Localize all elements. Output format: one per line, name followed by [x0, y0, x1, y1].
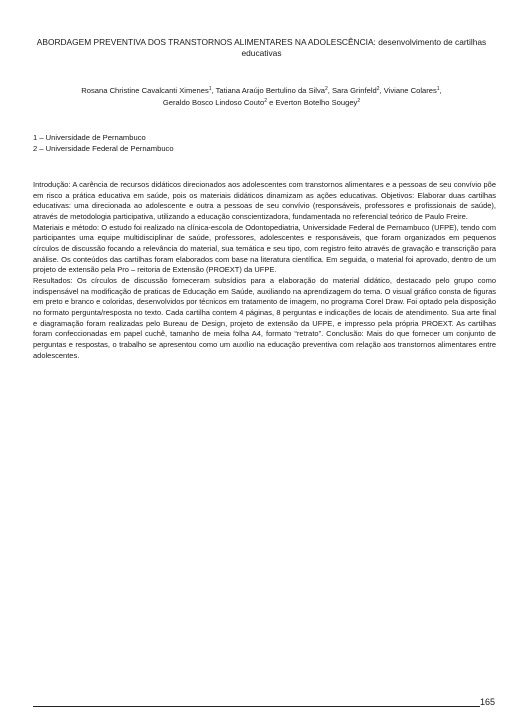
author-affiliation-mark: 2: [324, 86, 328, 92]
author-name: Geraldo Bosco Lindoso Couto: [162, 97, 265, 107]
objectives-text: Elaborar duas cartilhas educativas: uma direcionada ao adolescente e outra a pessoas de seu convívio (responsáveis, professores e profissionais de saúde), através de metodologia participativa, utilizando a educação conscientizadora, fundamentada no referencial teórico de Paulo Freire.: [33, 190, 497, 221]
author-affiliation-mark: 2: [264, 97, 267, 104]
results-text: Os círculos de discussão forneceram subsídios para a elaboração do material didático, destacado pelo grupo como indispensável na modificação de praticas de Educação em Saúde, auxiliando na aprendizagem do tema. O visual gráfico consta de figuras em preto e branco e coloridas, desenvolvidos por técnicos em tratamento de imagem, no programa Corel Draw. Foi optado pela disposição no formato pergunta/resposta no texto. Cada cartilha contem 4 páginas, 8 perguntas e indicações de locais de atendimento. Sua arte final e diagramação foram realizadas pelo Bureau de Design, projeto de extensão da UFPE, e impresso pela própria PROEXT. As cartilhas foram confeccionadas em papel cuchê, tamanho de meia folha A4, formato “retrato”.: [33, 275, 496, 339]
footer-rule: [33, 706, 480, 707]
affiliation-item: 1 – Universidade de Pernambuco: [33, 133, 146, 142]
author-name: Viviane Colares: [383, 86, 437, 95]
author-name: Rosana Christine Cavalcanti Ximenes: [81, 86, 209, 95]
author-name: Tatiana Araújo Bertulino da Silva: [215, 86, 325, 95]
affiliations: [33, 133, 174, 154]
methods-text: O estudo foi realizado na clínica-escola de Odontopediatria, Universidade Federal de Pernambuco (UFPE), tendo com participantes uma equipe multidisciplinar de saúde, professores, adolescentes e responsáveis, que foram organizados em pequenos círculos de discussão focando a relevância do material, sua temática e seu tipo, com registro feito através de gravação e transcrição para análise. Os conteúdos das cartilhas foram elaborados com base na literatura científica. Em seguida, o material foi aprovado, dentro de um projeto de extensão pela Pro – reitoria de Extensão (PROEXT) da UFPE.: [33, 222, 496, 275]
objectives-label: Objetivos:: [380, 190, 415, 200]
author-affiliation-mark: 1: [436, 86, 440, 92]
author-affiliation-mark: 2: [357, 97, 361, 104]
intro-label: Introdução:: [33, 180, 71, 189]
author-affiliation-mark: 2: [376, 86, 380, 92]
author-list: Rosana Christine Cavalcanti Ximenes$^1$, Tatiana Araújo Bertulino da Silva$^2$, Sara Grinfeld$^2$, Viviane Colares$^1$, Geraldo Bosco Lindoso Couto$^2$ e Everton Botelho Sougey$^2$: [81, 86, 442, 107]
conclusion-label: Conclusão:: [326, 329, 364, 339]
results-label: Resultados:: [33, 275, 73, 285]
paper-title: ABORDAGEM PREVENTIVA DOS TRANSTORNOS ALIMENTARES NA ADOLESCÊNCIA: desenvolvimento de cartilhas educativas: [36, 37, 487, 58]
affiliation-item: 2 – Universidade Federal de Pernambuco: [33, 143, 174, 153]
author-affiliation-mark: 1: [208, 86, 212, 92]
conclusion-text: Mais do que fornecer um conjunto de perguntas e respostas, o trabalho se apresentou como um auxílio na educação preventiva com relação aos transtornos alimentares entre adolescentes.: [33, 329, 496, 360]
author-name: Everton Botelho Sougey: [275, 97, 358, 107]
intro-text: A carência de recursos didáticos direcionados aos adolescentes com transtornos alimentares e a pessoas de seu convívio põe em risco a prática educativa em saúde, pois os materiais didáticos dinamizam as ações educativas.: [33, 180, 496, 200]
author-name: Sara Grinfeld: [331, 86, 377, 95]
page-number: 165: [480, 697, 496, 707]
methods-label: Materiais e método:: [33, 222, 100, 232]
abstract: [33, 180, 496, 361]
